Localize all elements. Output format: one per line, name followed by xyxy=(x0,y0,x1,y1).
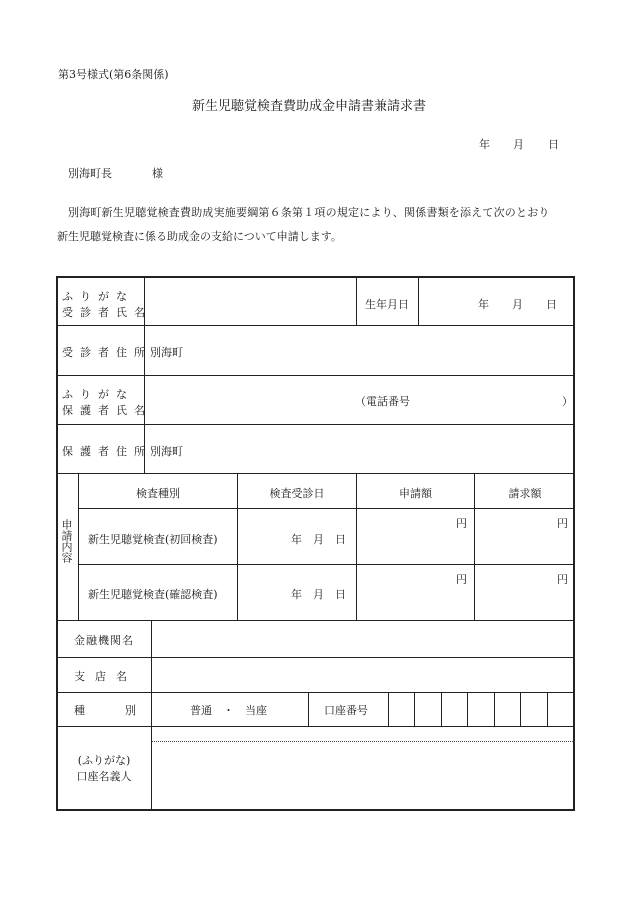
addressee: 別海町長 xyxy=(68,167,112,180)
phone-close: ） xyxy=(562,395,573,408)
honorific: 様 xyxy=(152,167,163,180)
examinee-name-label: 受診者氏名 xyxy=(62,306,152,319)
birthdate-label: 生年月日 xyxy=(365,298,409,311)
guardian-furigana-label: ふりがな xyxy=(62,388,134,401)
page-title: 新生児聴覚検査費助成金申請書兼請求書 xyxy=(192,99,427,114)
examinee-name-field[interactable] xyxy=(146,278,354,324)
body-text-line1: 別海町新生児聴覚検査費助成実施要綱第６条第１項の規定により、関係書類を添えて次のとおり xyxy=(68,206,550,219)
guardian-name-label: 保護者氏名 xyxy=(62,404,152,417)
account-holder-label: 口座名義人 xyxy=(76,770,132,783)
examinee-address-value[interactable]: 別海町 xyxy=(150,346,183,359)
bank-institution-field[interactable] xyxy=(153,622,573,656)
row1-claimed-yen[interactable]: 円 xyxy=(557,517,568,530)
header-applied-amount: 申請額 xyxy=(399,487,432,500)
account-number-label: 口座番号 xyxy=(324,704,368,717)
header-exam-type: 検査種別 xyxy=(136,487,180,500)
row2-applied-yen[interactable]: 円 xyxy=(456,573,467,586)
birth-day[interactable]: 日 xyxy=(546,298,557,311)
birth-year[interactable]: 年 xyxy=(478,298,489,311)
bank-branch-label: 支店名 xyxy=(74,670,137,683)
account-type-options[interactable]: 普通 ・ 当座 xyxy=(190,704,267,717)
bank-institution-label: 金融機関名 xyxy=(74,634,134,647)
row1-exam-date[interactable]: 年 月 日 xyxy=(291,533,346,546)
bank-branch-field[interactable] xyxy=(153,659,573,691)
date-year: 年 xyxy=(479,138,490,151)
phone-label: （電話番号 xyxy=(355,395,410,408)
examinee-address-label: 受診者住所 xyxy=(62,346,152,359)
row1-applied-yen[interactable]: 円 xyxy=(456,517,467,530)
date-month: 月 xyxy=(513,138,524,151)
body-text-line2: 新生児聴覚検査に係る助成金の支給について申請します。 xyxy=(57,230,342,243)
account-holder-furigana-label: (ふりがな) xyxy=(77,754,131,767)
header-exam-date: 検査受診日 xyxy=(269,487,325,500)
row2-claimed-yen[interactable]: 円 xyxy=(557,573,568,586)
guardian-address-value[interactable]: 別海町 xyxy=(150,445,183,458)
birth-month[interactable]: 月 xyxy=(512,298,523,311)
account-holder-field[interactable] xyxy=(153,743,573,809)
row1-exam-type: 新生児聴覚検査(初回検査) xyxy=(88,533,218,546)
form-number: 第3号様式(第6条関係) xyxy=(58,68,169,81)
row2-exam-type: 新生児聴覚検査(確認検査) xyxy=(88,588,218,601)
account-type-label: 種別 xyxy=(74,704,176,717)
application-section-label: 申請内容 xyxy=(60,519,73,563)
date-day: 日 xyxy=(548,138,559,151)
examinee-furigana-label: ふりがな xyxy=(62,290,134,303)
header-claimed-amount: 請求額 xyxy=(508,487,542,500)
guardian-address-label: 保護者住所 xyxy=(62,445,152,458)
row2-exam-date[interactable]: 年 月 日 xyxy=(291,588,346,601)
